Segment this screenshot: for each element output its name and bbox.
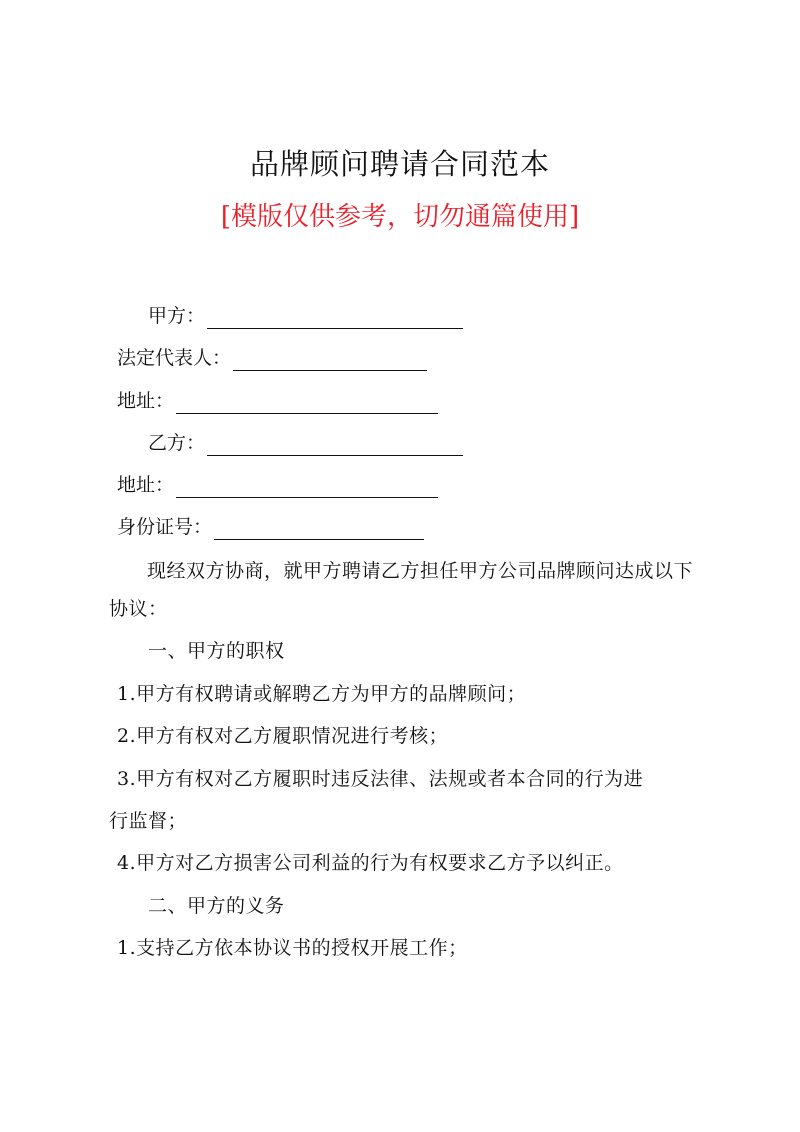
section-1-item: 1.甲方有权聘请或解聘乙方为甲方的品牌顾问； [117, 683, 527, 705]
party-a-blank[interactable] [207, 308, 463, 329]
party-a-address-field [117, 388, 438, 414]
id-number-label: 身份证号： [117, 516, 213, 538]
section-1-heading: 一、甲方的职权 [148, 640, 285, 662]
section-1-item: 3.甲方有权对乙方履职时违反法律、法规或者本合同的行为进 [117, 768, 644, 790]
party-a-address-label: 地址： [117, 390, 175, 412]
party-b-blank[interactable] [207, 435, 463, 456]
party-b-address-field [117, 472, 438, 498]
party-a-field [148, 303, 463, 329]
section-1-item: 2.甲方有权对乙方履职情况进行考核； [117, 725, 449, 747]
party-b-field [148, 430, 463, 456]
party-b-address-blank[interactable] [176, 477, 438, 498]
section-2-item: 1.支持乙方依本协议书的授权开展工作； [117, 937, 468, 959]
intro-paragraph: 现经双方协商，就甲方聘请乙方担任甲方公司品牌顾问达成以下协议： [109, 560, 694, 620]
party-b-address-label: 地址： [117, 474, 175, 496]
id-number-field [117, 514, 424, 540]
party-a-label: 甲方： [148, 305, 206, 327]
party-a-address-blank[interactable] [176, 393, 438, 414]
template-disclaimer: [模版仅供参考，切勿通篇使用] [220, 202, 580, 232]
legal-rep-label: 法定代表人： [117, 347, 232, 369]
party-b-label: 乙方： [148, 432, 206, 454]
id-number-blank[interactable] [214, 519, 424, 540]
section-2-heading: 二、甲方的义务 [148, 895, 285, 917]
document-title: 品牌顾问聘请合同范本 [249, 147, 550, 181]
legal-rep-field [117, 345, 427, 371]
section-1-item: 4.甲方对乙方损害公司利益的行为有权要求乙方予以纠正。 [117, 852, 624, 874]
legal-rep-blank[interactable] [233, 350, 427, 371]
section-1-item-continued: 行监督； [109, 810, 188, 832]
